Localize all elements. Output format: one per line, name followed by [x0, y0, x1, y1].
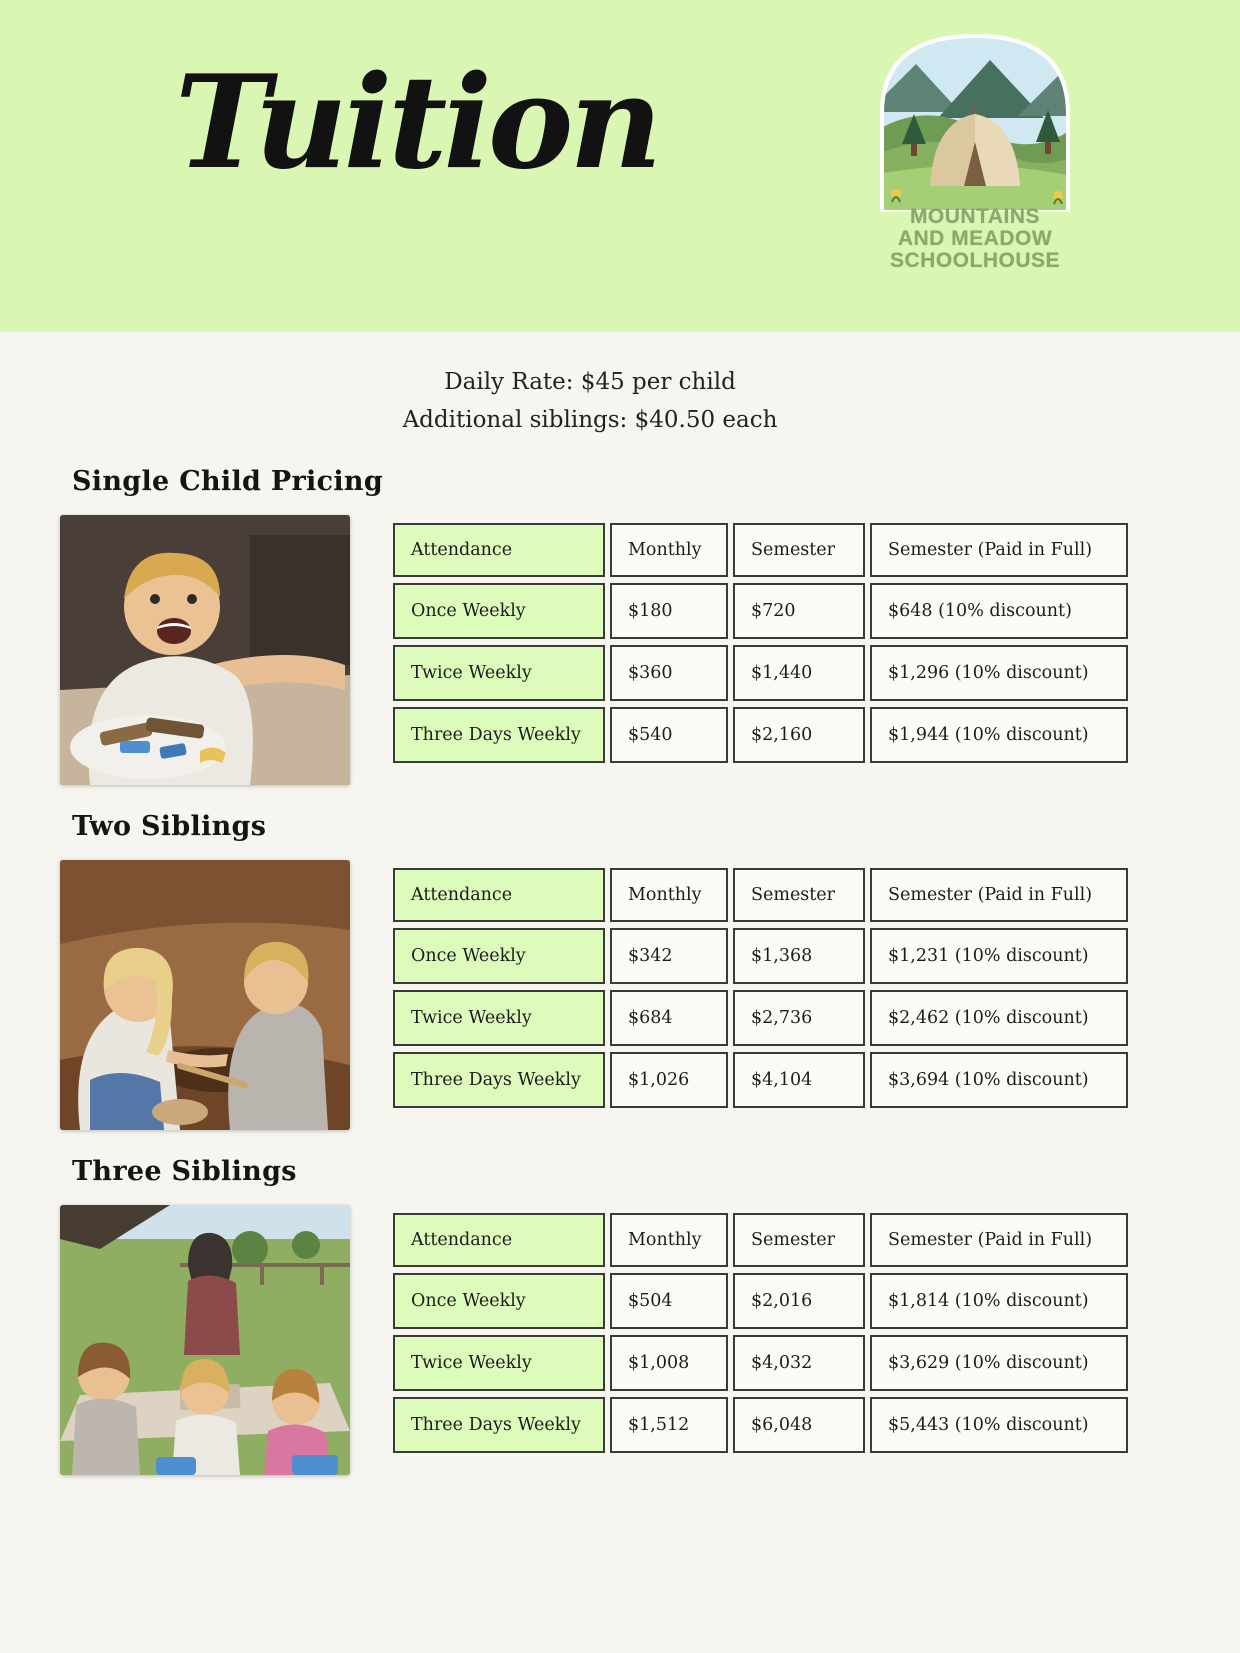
table-header-row: [393, 523, 1128, 577]
sibling-rate-text: Additional siblings: $40.50 each: [402, 406, 778, 433]
semester-cell: $4,032: [733, 1335, 865, 1391]
semester-cell: $1,440: [733, 645, 865, 701]
semester-cell: $720: [733, 583, 865, 639]
paid-in-full-cell: $3,629 (10% discount): [870, 1335, 1128, 1391]
three-siblings-photo-illustration: [60, 1205, 350, 1475]
table-row: [393, 990, 1128, 1046]
semester-cell: $2,160: [733, 707, 865, 763]
header-semester: Semester: [733, 868, 865, 922]
pricing-table-three-siblings: [388, 1207, 1133, 1459]
logo-line-1: MOUNTAINS: [909, 205, 1041, 228]
section-title-single-child: Single Child Pricing: [72, 465, 384, 497]
two-siblings-photo-illustration: [60, 860, 350, 1130]
semester-cell: $6,048: [733, 1397, 865, 1453]
rates-intro: [0, 364, 1180, 440]
monthly-cell: $684: [610, 990, 728, 1046]
attendance-cell: Once Weekly: [393, 928, 605, 984]
logo-line-2: AND MEADOW: [897, 227, 1053, 251]
table-row: [393, 1052, 1128, 1108]
header-semester: Semester: [733, 1213, 865, 1267]
pricing-table-two-siblings: [388, 862, 1133, 1114]
paid-in-full-cell: $5,443 (10% discount): [870, 1397, 1128, 1453]
section-title-two-siblings: Two Siblings: [72, 810, 267, 842]
header-semester-paid-full: Semester (Paid in Full): [870, 523, 1128, 577]
paid-in-full-cell: $1,231 (10% discount): [870, 928, 1128, 984]
attendance-cell: Twice Weekly: [393, 990, 605, 1046]
section-two-siblings: [0, 811, 1240, 1130]
attendance-cell: Twice Weekly: [393, 1335, 605, 1391]
header-attendance: Attendance: [393, 523, 605, 577]
paid-in-full-cell: $1,296 (10% discount): [870, 645, 1128, 701]
single-child-photo-illustration: [60, 515, 350, 785]
daily-rate-text: Daily Rate: $45 per child: [444, 369, 736, 395]
monthly-cell: $540: [610, 707, 728, 763]
monthly-cell: $1,512: [610, 1397, 728, 1453]
header-band: [0, 0, 1240, 332]
paid-in-full-cell: $648 (10% discount): [870, 583, 1128, 639]
paid-in-full-cell: $2,462 (10% discount): [870, 990, 1128, 1046]
school-logo: [850, 26, 1100, 272]
table-row: [393, 928, 1128, 984]
pricing-table-single-child: [388, 517, 1133, 769]
paid-in-full-cell: $3,694 (10% discount): [870, 1052, 1128, 1108]
monthly-cell: $342: [610, 928, 728, 984]
attendance-cell: Three Days Weekly: [393, 1397, 605, 1453]
table-row: [393, 1273, 1128, 1329]
photo-single-child: [60, 515, 350, 785]
section-three-siblings: [0, 1156, 1240, 1475]
monthly-cell: $1,008: [610, 1335, 728, 1391]
header-semester: Semester: [733, 523, 865, 577]
header-monthly: Monthly: [610, 1213, 728, 1267]
table-row: [393, 1335, 1128, 1391]
semester-cell: $2,736: [733, 990, 865, 1046]
attendance-cell: Three Days Weekly: [393, 707, 605, 763]
header-semester-paid-full: Semester (Paid in Full): [870, 868, 1128, 922]
semester-cell: $1,368: [733, 928, 865, 984]
header-monthly: Monthly: [610, 868, 728, 922]
section-title-three-siblings: Three Siblings: [72, 1155, 297, 1187]
camp-badge-icon: [868, 26, 1082, 212]
attendance-cell: Once Weekly: [393, 583, 605, 639]
semester-cell: $4,104: [733, 1052, 865, 1108]
attendance-cell: Once Weekly: [393, 1273, 605, 1329]
table-header-row: [393, 1213, 1128, 1267]
photo-two-siblings: [60, 860, 350, 1130]
semester-cell: $2,016: [733, 1273, 865, 1329]
paid-in-full-cell: $1,814 (10% discount): [870, 1273, 1128, 1329]
table-header-row: [393, 868, 1128, 922]
header-attendance: Attendance: [393, 868, 605, 922]
logo-line-3: SCHOOLHOUSE: [889, 249, 1060, 273]
attendance-cell: Twice Weekly: [393, 645, 605, 701]
monthly-cell: $1,026: [610, 1052, 728, 1108]
paid-in-full-cell: $1,944 (10% discount): [870, 707, 1128, 763]
header-attendance: Attendance: [393, 1213, 605, 1267]
section-single-child: [0, 466, 1240, 785]
table-row: [393, 707, 1128, 763]
monthly-cell: $180: [610, 583, 728, 639]
logo-wordmark: [850, 206, 1100, 272]
attendance-cell: Three Days Weekly: [393, 1052, 605, 1108]
photo-three-siblings: [60, 1205, 350, 1475]
monthly-cell: $360: [610, 645, 728, 701]
table-row: [393, 1397, 1128, 1453]
monthly-cell: $504: [610, 1273, 728, 1329]
table-row: [393, 583, 1128, 639]
header-monthly: Monthly: [610, 523, 728, 577]
table-row: [393, 645, 1128, 701]
header-semester-paid-full: Semester (Paid in Full): [870, 1213, 1128, 1267]
page-title: Tuition: [175, 48, 659, 198]
